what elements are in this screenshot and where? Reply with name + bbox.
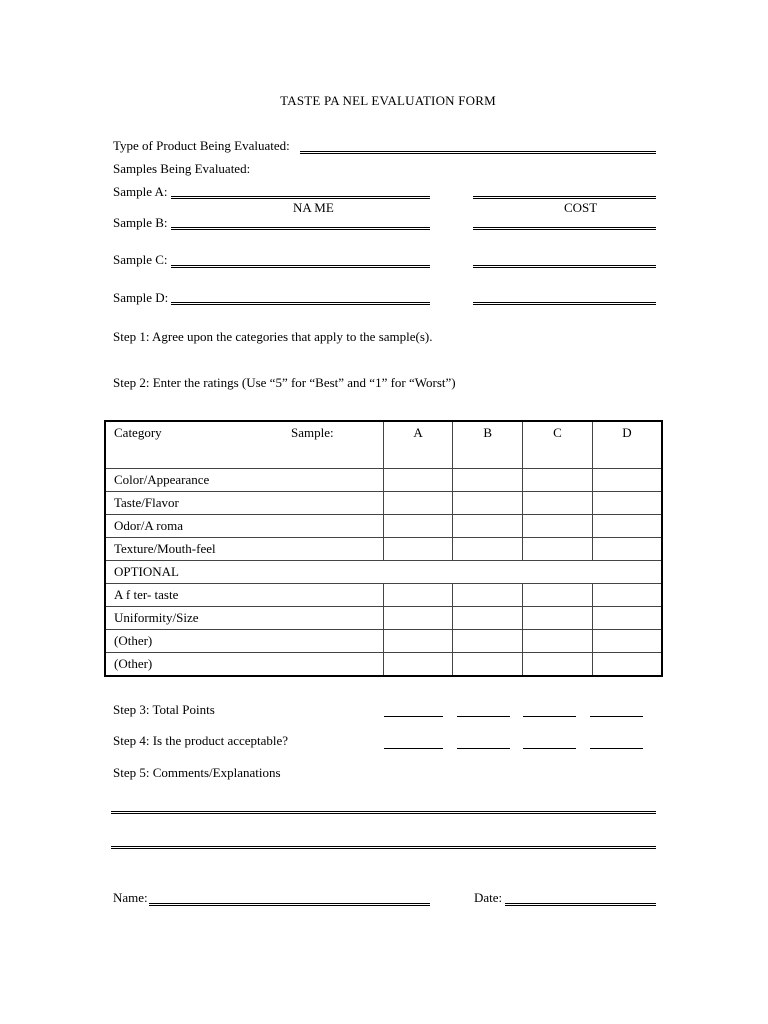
rating-cell[interactable] [523,515,593,538]
rating-cell[interactable] [383,492,453,515]
name-label: Name: [113,890,148,905]
rating-cell[interactable] [383,607,453,630]
comments-line-1[interactable] [111,811,656,814]
acceptable-b-blank[interactable] [457,748,510,749]
total-points-d-blank[interactable] [590,716,643,717]
table-row [105,469,662,492]
rating-cell[interactable] [592,538,662,561]
rating-cell[interactable] [383,653,453,677]
acceptable-c-blank[interactable] [523,748,576,749]
sample-d-label: Sample D: [113,290,169,305]
table-header-row [105,421,662,469]
rating-cell[interactable] [592,469,662,492]
sample-b-name-field[interactable] [171,227,430,230]
sample-d-cost-field[interactable] [473,302,656,305]
rating-cell[interactable] [453,492,523,515]
rating-cell[interactable] [592,653,662,677]
sample-c-label: Sample C: [113,252,168,267]
rating-cell[interactable] [592,515,662,538]
rating-cell[interactable] [523,492,593,515]
row-label: Texture/Mouth-feel [105,538,383,561]
column-header-d: D [592,421,662,469]
rating-cell[interactable] [592,607,662,630]
table-row [105,584,662,607]
category-header: Category [114,425,162,440]
acceptable-d-blank[interactable] [590,748,643,749]
row-label: Uniformity/Size [105,607,383,630]
rating-cell[interactable] [453,515,523,538]
total-points-b-blank[interactable] [457,716,510,717]
rating-cell[interactable] [523,538,593,561]
rating-cell[interactable] [383,584,453,607]
row-label: Odor/A roma [105,515,383,538]
step-5-text: Step 5: Comments/Explanations [113,765,281,780]
table-row [105,607,662,630]
row-label: (Other) [105,653,383,677]
table-row [105,630,662,653]
step-3-text: Step 3: Total Points [113,702,215,717]
page-title: TASTE PA NEL EVALUATION FORM [280,93,496,108]
rating-cell[interactable] [453,538,523,561]
rating-cell[interactable] [383,515,453,538]
table-row [105,492,662,515]
rating-cell[interactable] [523,653,593,677]
date-label: Date: [474,890,503,905]
sample-c-cost-field[interactable] [473,265,656,268]
rating-cell[interactable] [453,607,523,630]
column-header-a: A [383,421,453,469]
rating-cell[interactable] [383,630,453,653]
cost-column-label: COST [564,200,598,215]
rating-cell[interactable] [523,469,593,492]
optional-label: OPTIONAL [105,561,662,584]
table-row [105,653,662,677]
sample-d-name-field[interactable] [171,302,430,305]
rating-cell[interactable] [453,653,523,677]
samples-label: Samples Being Evaluated: [113,161,251,176]
rating-cell[interactable] [383,469,453,492]
optional-row [105,561,662,584]
sample-a-cost-field[interactable] [473,196,656,199]
date-field[interactable] [505,903,656,906]
rating-cell[interactable] [592,584,662,607]
step-2-text: Step 2: Enter the ratings (Use “5” for “Best” and “1” for “Worst”) [113,375,456,390]
table-row [105,538,662,561]
rating-cell[interactable] [453,630,523,653]
total-points-c-blank[interactable] [523,716,576,717]
comments-line-2[interactable] [111,846,656,849]
row-label: A f ter- taste [105,584,383,607]
name-column-label: NA ME [293,200,334,215]
step-1-text: Step 1: Agree upon the categories that apply to the sample(s). [113,329,433,344]
sample-header: Sample: [291,425,334,440]
category-header-cell [105,421,383,469]
row-label: (Other) [105,630,383,653]
table-row [105,515,662,538]
sample-c-name-field[interactable] [171,265,430,268]
rating-cell[interactable] [383,538,453,561]
sample-a-label: Sample A: [113,184,168,199]
product-type-field[interactable] [300,151,656,154]
acceptable-a-blank[interactable] [384,748,443,749]
rating-cell[interactable] [523,584,593,607]
rating-cell[interactable] [592,630,662,653]
ratings-table [104,420,663,677]
sample-a-name-field[interactable] [171,196,430,199]
rating-cell[interactable] [453,584,523,607]
rating-cell[interactable] [523,607,593,630]
rating-cell[interactable] [592,492,662,515]
rating-cell[interactable] [523,630,593,653]
total-points-a-blank[interactable] [384,716,443,717]
rating-cell[interactable] [453,469,523,492]
row-label: Color/Appearance [105,469,383,492]
row-label: Taste/Flavor [105,492,383,515]
step-4-text: Step 4: Is the product acceptable? [113,733,289,748]
sample-b-cost-field[interactable] [473,227,656,230]
column-header-c: C [523,421,593,469]
name-field[interactable] [149,903,430,906]
sample-b-label: Sample B: [113,215,168,230]
product-type-label: Type of Product Being Evaluated: [113,138,290,153]
column-header-b: B [453,421,523,469]
